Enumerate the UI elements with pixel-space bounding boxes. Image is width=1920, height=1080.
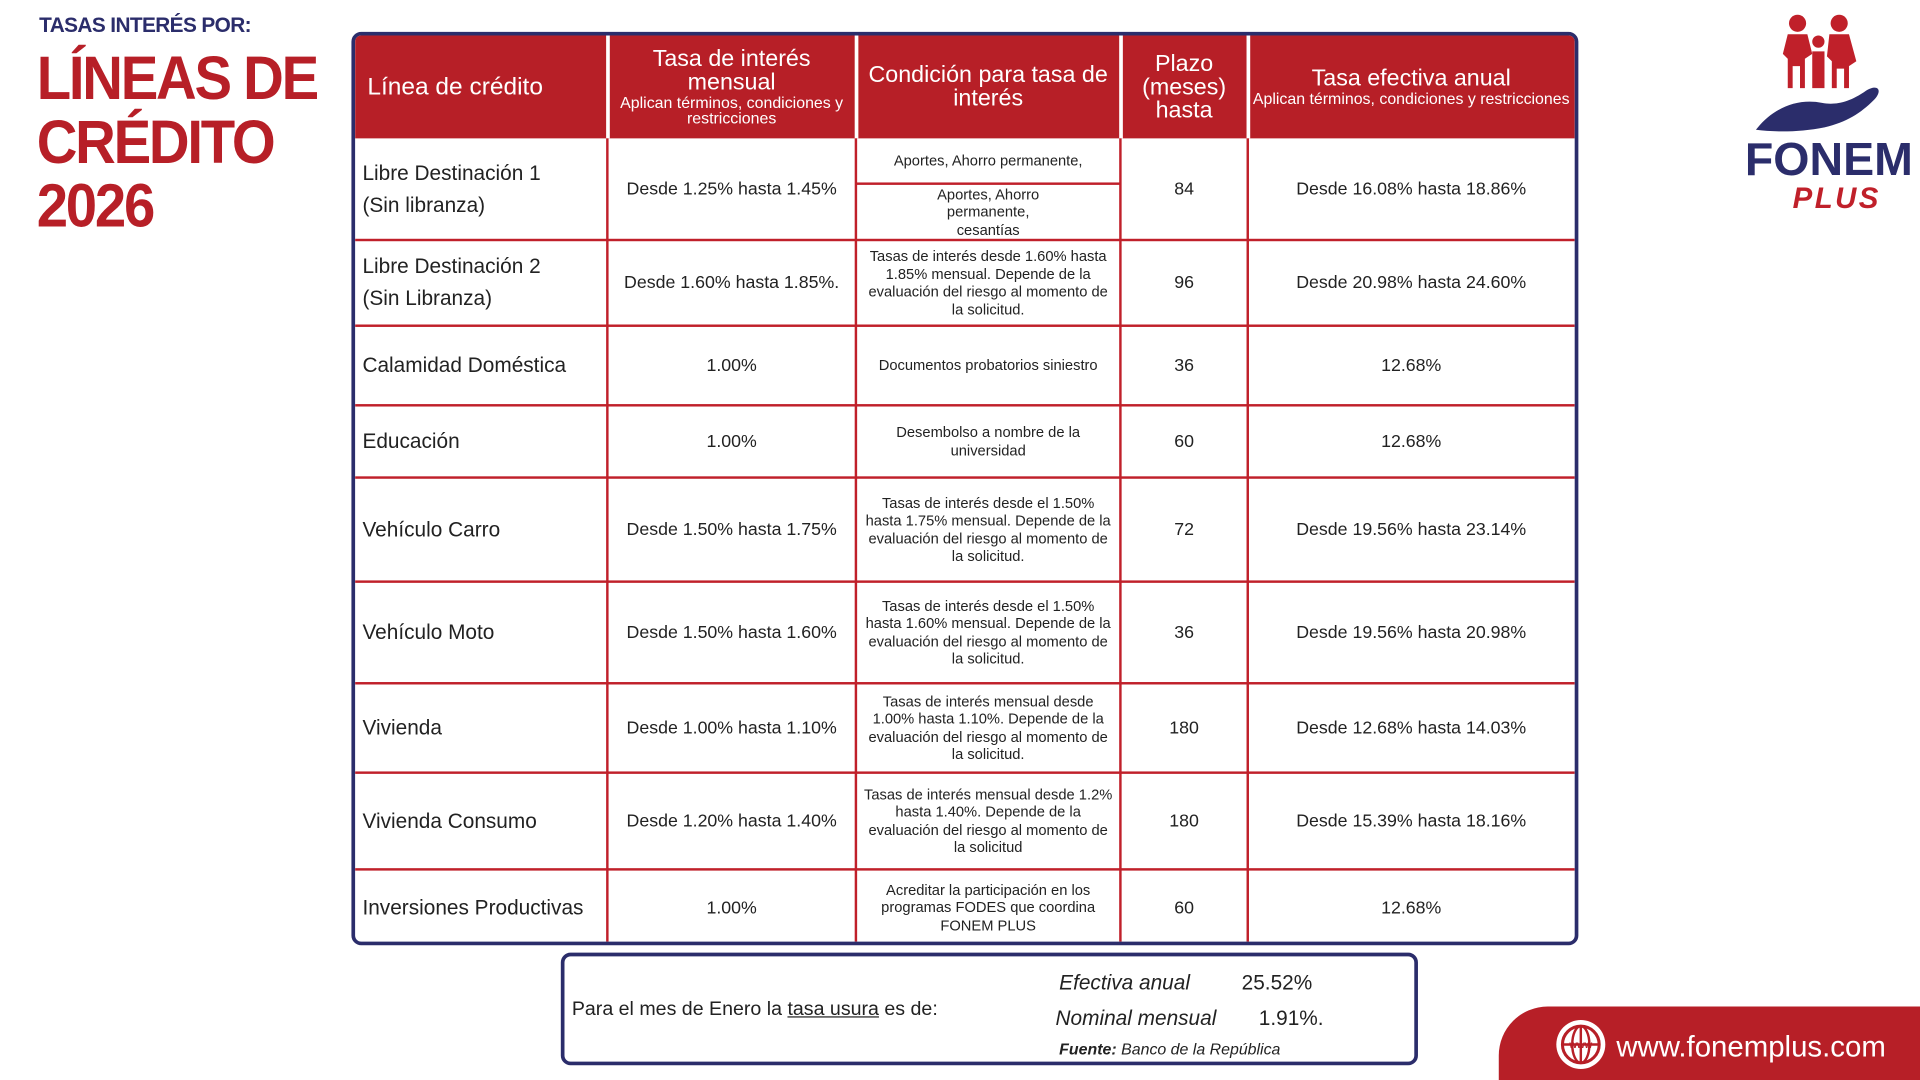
table-cell-linea: Libre Destinación 2 (Sin Libranza) [362,254,541,310]
table-cell-linea: Vehículo Moto [362,620,495,644]
table-cell-linea: Educación [362,429,460,453]
table-cell-condicion: Desembolso a nombre de la universidad [896,423,1081,459]
nominal-value: 1.91%. [1258,1006,1324,1030]
table-cell-plazo: 36 [1174,622,1194,643]
table-cell-efectiva: Desde 19.56% hasta 23.14% [1296,519,1527,540]
table-cell-tasa: Desde 1.25% hasta 1.45% [626,179,837,199]
column-header: Condición para tasa de interés [856,36,1120,139]
table-cell-tasa: Desde 1.50% hasta 1.75% [626,519,837,540]
column-header: Plazo (meses) hasta [1120,36,1247,139]
table-cell-condicion: Tasas de interés desde el 1.50% hasta 1.75% mensual. Depende de la evaluación del riesgo al momento de la solicitud. [865,494,1111,565]
title-line: LÍNEAS DE [36,44,317,113]
svg-text:FONEM: FONEM [1744,133,1911,186]
table-cell-plazo: 180 [1169,811,1199,831]
table-cell-condicion: Tasas de interés desde el 1.50% hasta 1.60% mensual. Depende de la evaluación del riesgo al momento de la solicitud. [865,596,1111,668]
table-cell-plazo: 96 [1174,273,1194,293]
table-cell-plazo: 180 [1169,718,1199,738]
svg-text:www: www [1569,1040,1593,1052]
tasa-usura-link[interactable]: tasa usura [787,999,879,1021]
efectiva-label: Efectiva anual [1059,971,1190,995]
table-cell-linea: Calamidad Doméstica [362,353,567,377]
table-cell-tasa: Desde 1.50% hasta 1.60% [626,622,837,643]
table-cell-tasa: 1.00% [706,431,757,452]
page-title [36,44,317,241]
table-cell-linea: Libre Destinación 1 (Sin libranza) [362,161,541,217]
table-cell-linea: Vivienda [362,715,442,739]
title-line: CRÉDITO [36,107,274,177]
table-cell-condicion: Tasas de interés mensual desde 1.2% hasta 1.40%. Depende de la evaluación del riesgo al momento de la solicitud [863,785,1113,856]
table-cell-efectiva: 12.68% [1381,898,1442,918]
rates-table [351,32,1578,945]
table-cell-condicion: Acreditar la participación en los programas FODES que coordina FONEM PLUS [881,881,1096,934]
svg-text:PLUS: PLUS [1792,182,1881,216]
table-cell-linea: Inversiones Productivas [362,895,584,919]
efectiva-value: 25.52% [1241,971,1313,995]
column-header: Tasa efectiva anual Aplican términos, condiciones y restricciones [1248,36,1575,139]
table-cell-condicion: Documentos probatorios siniestro [878,356,1098,374]
table-cell-condicion: Tasas de interés mensual desde 1.00% hasta 1.10%. Depende de la evaluación del riesgo al momento de la solicitud. [868,692,1108,763]
table-cell-plazo: 60 [1174,431,1194,452]
table-cell-efectiva: Desde 15.39% hasta 18.16% [1296,811,1527,831]
table-cell-efectiva: Desde 20.98% hasta 24.60% [1296,273,1527,293]
table-cell-condicion: Tasas de interés desde 1.60% hasta 1.85% mensual. Depende de la evaluación del riesgo al momento de la solicitud. [868,247,1108,318]
table-cell-efectiva: Desde 12.68% hasta 14.03% [1296,718,1527,738]
table-cell-efectiva: 12.68% [1381,431,1442,452]
usura-box [561,953,1418,1066]
table-cell-linea: Vehículo Carro [362,517,501,541]
table-cell-efectiva: 12.68% [1381,355,1442,376]
table-cell-tasa: 1.00% [706,355,757,376]
table-cell-tasa: Desde 1.60% hasta 1.85%. [624,273,840,293]
table-cell-efectiva: Desde 19.56% hasta 20.98% [1296,622,1527,643]
usura-text: Para el mes de Enero la tasa usura es de: [571,999,938,1021]
family-hand-icon [1739,12,1910,220]
column-header: Línea de crédito [355,36,607,139]
fonem-plus-logo [1739,12,1910,226]
table-cell-plazo: 36 [1174,355,1194,376]
table-cell-tasa: Desde 1.20% hasta 1.40% [626,811,837,831]
table-cell-condicion: Aportes, Ahorro permanente, cesantías [937,185,1040,239]
nominal-label: Nominal mensual [1055,1006,1217,1030]
table-cell-plazo: 72 [1174,519,1194,540]
table-cell-tasa: Desde 1.00% hasta 1.10% [626,718,837,738]
column-header: Tasa de interés mensual Aplican términos, condiciones y restricciones [607,36,856,139]
table-cell-condicion: Aportes, Ahorro permanente, [893,151,1083,169]
website-link[interactable]: www.fonemplus.com [1616,1031,1886,1065]
table-cell-plazo: 60 [1174,898,1194,918]
table-cell-linea: Vivienda Consumo [362,808,537,833]
table-cell-plazo: 84 [1174,179,1194,199]
globe-icon [1555,1019,1606,1077]
title-line: 2026 [36,171,154,241]
kicker-text: TASAS INTERÉS POR: [39,13,252,37]
table-cell-tasa: 1.00% [706,898,757,918]
fuente: Fuente: Banco de la República [1059,1039,1281,1058]
table-cell-efectiva: Desde 16.08% hasta 18.86% [1296,179,1527,199]
